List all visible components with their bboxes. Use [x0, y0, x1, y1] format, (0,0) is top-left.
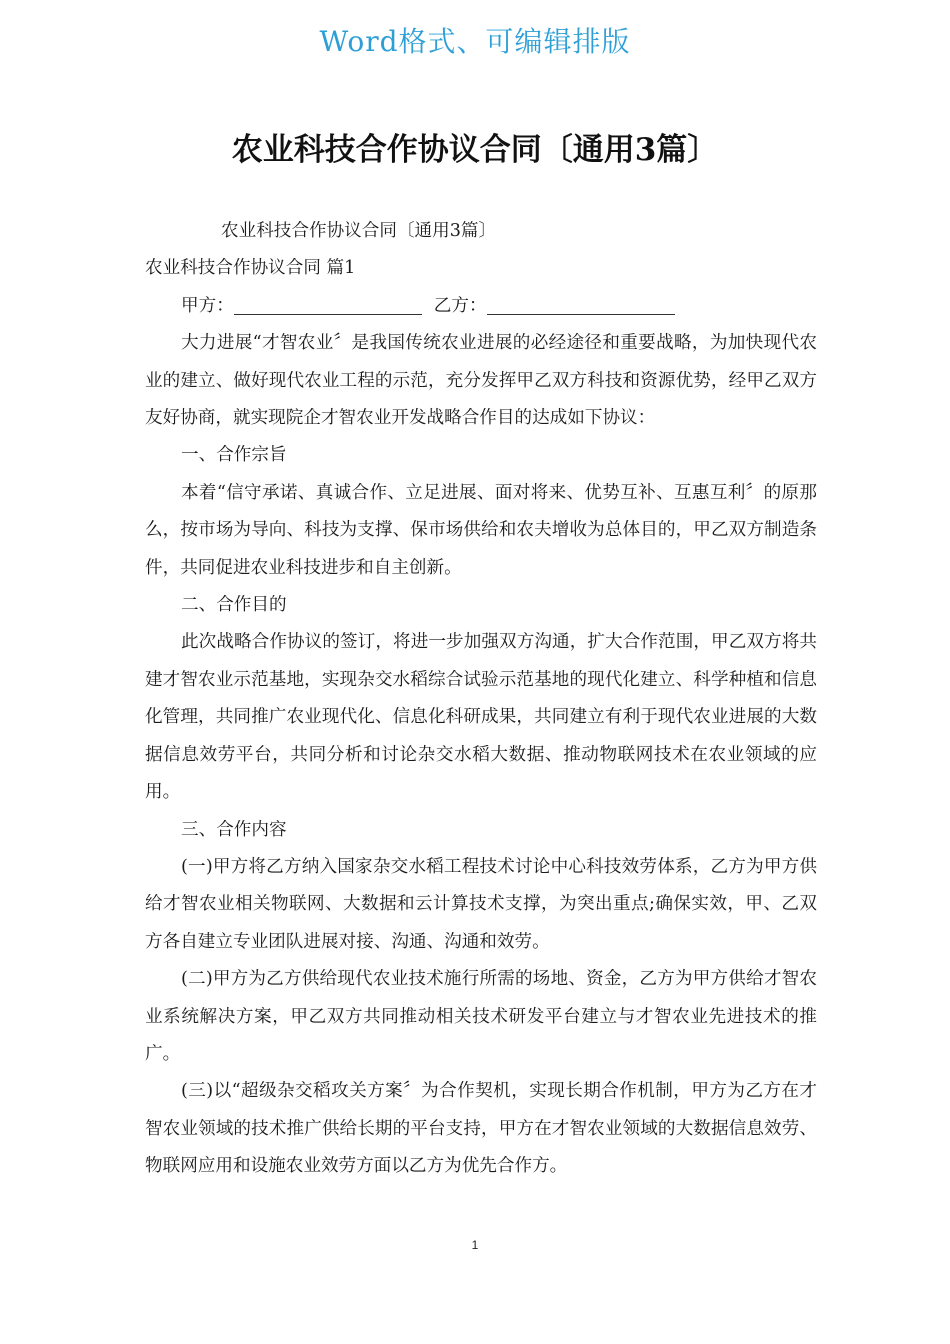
section-1-heading: 一、合作宗旨 — [181, 445, 287, 466]
part-heading: 农业科技合作协议合同 篇1 — [145, 258, 356, 279]
intro-paragraph: 大力进展“才智农业〞是我国传统农业进展的必经途径和重要战略，为加快现代农业的建立、做好现代农业工程的示范，充分发挥甲乙双方科技和资源优势，经甲乙双方友好协商，就实现院企才智农业开发战略合作目的达成如下协议： — [145, 333, 817, 429]
section-3-item-1: (一)甲方将乙方纳入国家杂交水稻工程技术讨论中心科技效劳体系，乙方为甲方供给才智农业相关物联网、大数据和云计算技术支撑，为突出重点;确保实效，甲、乙双方各自建立专业团队进展对接、沟通、沟通和效劳。 — [145, 856, 817, 952]
section-3-item-3: (三)以“超级杂交稻攻关方案〞为合作契机，实现长期合作机制，甲方为乙方在才智农业领域的技术推广供给长期的平台支持，甲方在才智农业领域的大数据信息效劳、物联网应用和设施农业效劳方面以乙方为优先合作方。 — [145, 1081, 817, 1177]
section-3-item-2: (二)甲方为乙方供给现代农业技术施行所需的场地、资金，乙方为甲方供给才智农业系统解决方案，甲乙双方共同推动相关技术研发平台建立与才智农业先进技术的推广。 — [145, 969, 817, 1064]
section-1-body: 本着“信守承诺、真诚合作、立足进展、面对将来、优势互补、互惠互利〞的原那么，按市场为导向、科技为支撑、保市场供给和农夫增收为总体目的，甲乙双方制造条件，共同促进农业科技进步和自主创新。 — [145, 482, 817, 578]
party-a-blank — [234, 292, 422, 315]
section-2-body: 此次战略合作协议的签订，将进一步加强双方沟通，扩大合作范围，甲乙双方将共建才智农业示范基地，实现杂交水稻综合试验示范基地的现代化建立、科学种植和信息化管理，共同推广农业现代化、信息化科研成果，共同建立有利于现代农业进展的大数据信息效劳平台，共同分析和讨论杂交水稻大数据、推动物联网技术在农业领域的应用。 — [145, 632, 817, 803]
section-3-heading: 三、合作内容 — [181, 819, 287, 840]
section-2-heading: 二、合作目的 — [181, 595, 287, 616]
document-body — [145, 213, 817, 1186]
party-b-label: 乙方： — [433, 295, 487, 316]
document-title: 农业科技合作协议合同〔通用3篇〕 — [231, 132, 719, 168]
header-tag: Word格式、可编辑排版 — [319, 25, 631, 58]
document-subtitle: 农业科技合作协议合同〔通用3篇〕 — [221, 221, 497, 241]
party-b-blank — [487, 292, 675, 315]
party-a-label: 甲方： — [181, 295, 234, 316]
page-number: 1 — [471, 1238, 479, 1252]
party-row — [145, 288, 817, 325]
